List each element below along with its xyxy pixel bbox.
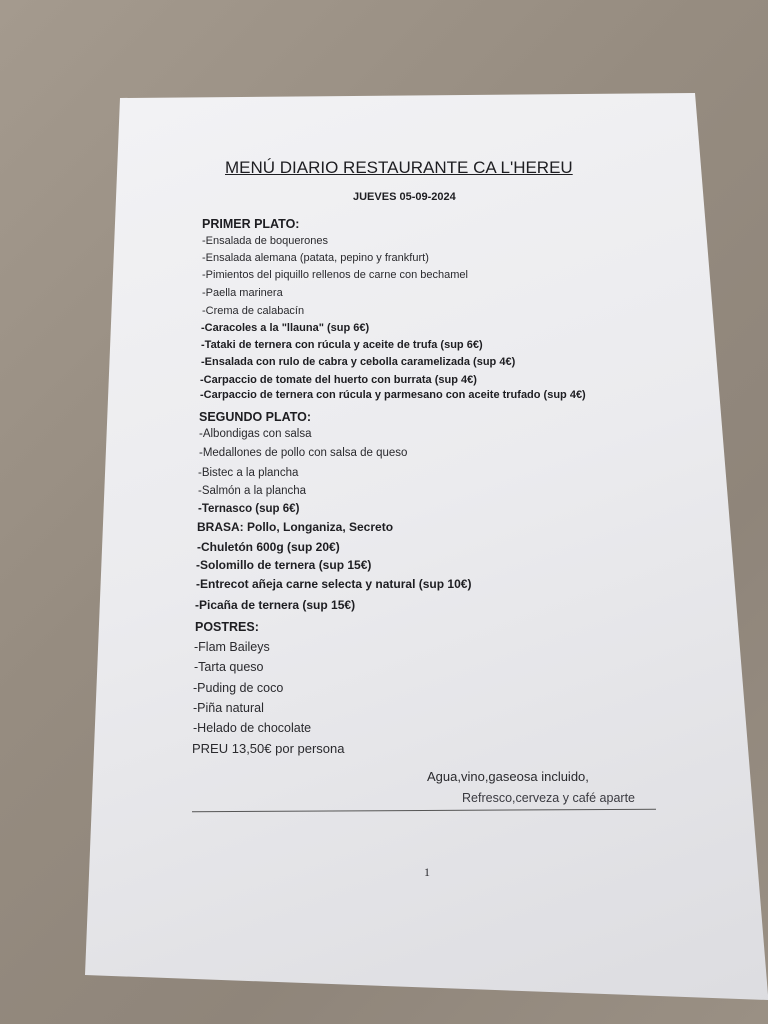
menu-item: -Entrecot añeja carne selecta y natural (sup 10€): [196, 577, 472, 591]
menu-item: -Piña natural: [193, 701, 264, 715]
brasa-heading: BRASA: Pollo, Longaniza, Secreto: [197, 520, 394, 534]
drinks-extra: Refresco,cerveza y café aparte: [462, 791, 635, 805]
menu-item: -Salmón a la plancha: [198, 485, 307, 497]
menu-item: -Medallones de pollo con salsa de queso: [199, 447, 408, 459]
menu-item: -Flam Baileys: [194, 640, 270, 654]
menu-item: -Chuletón 600g (sup 20€): [197, 540, 340, 554]
drinks-included: Agua,vino,gaseosa incluido,: [427, 769, 589, 784]
menu-item: -Puding de coco: [193, 681, 284, 695]
postres-heading: POSTRES:: [195, 620, 259, 634]
menu-title: MENÚ DIARIO RESTAURANTE CA L'HEREU: [225, 158, 573, 177]
menu-item: -Ensalada alemana (patata, pepino y frankfurt): [202, 252, 429, 264]
menu-item: -Ensalada con rulo de cabra y cebolla caramelizada (sup 4€): [201, 356, 516, 368]
price: PREU 13,50€ por persona: [192, 741, 345, 756]
page-number: 1: [424, 865, 430, 879]
menu-item: -Ternasco (sup 6€): [198, 503, 300, 515]
menu-item: -Tarta queso: [194, 660, 264, 674]
menu-item: -Pimientos del piquillo rellenos de carne con bechamel: [202, 269, 468, 281]
menu-date: JUEVES 05-09-2024: [353, 191, 456, 203]
menu-item: -Picaña de ternera (sup 15€): [195, 598, 356, 612]
menu-item: -Bistec a la plancha: [198, 467, 299, 479]
menu-item: -Paella marinera: [202, 287, 283, 299]
primer-heading: PRIMER PLATO:: [202, 217, 300, 231]
menu-item: -Caracoles a la "llauna" (sup 6€): [201, 322, 370, 334]
menu-item: -Helado de chocolate: [193, 721, 312, 735]
menu-item: -Crema de calabacín: [202, 305, 305, 317]
segundo-heading: SEGUNDO PLATO:: [199, 410, 312, 424]
menu-item: -Carpaccio de tomate del huerto con burrata (sup 4€): [200, 374, 477, 386]
menu-item: -Carpaccio de ternera con rúcula y parmesano con aceite trufado (sup 4€): [200, 389, 586, 401]
menu-item: -Albondigas con salsa: [199, 428, 312, 440]
menu-item: -Solomillo de ternera (sup 15€): [196, 558, 372, 572]
menu-item: -Tataki de ternera con rúcula y aceite de trufa (sup 6€): [201, 339, 483, 351]
menu-item: -Ensalada de boquerones: [202, 235, 328, 247]
